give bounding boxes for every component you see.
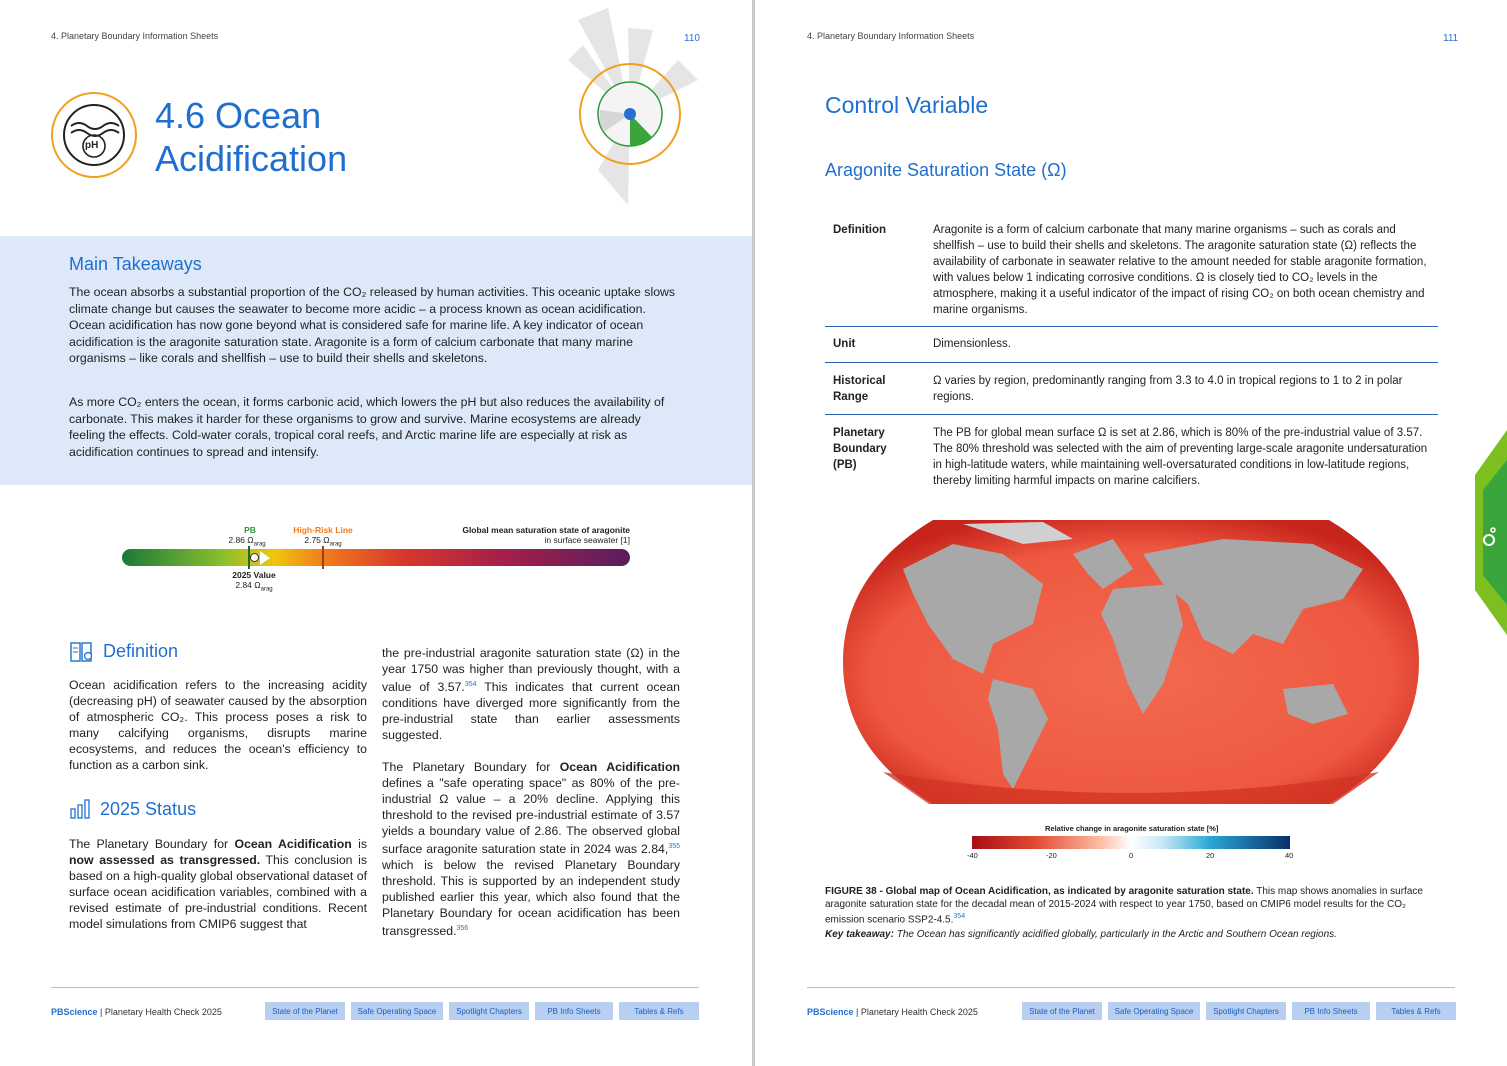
legend-tick: 40: [1285, 851, 1294, 860]
pb-label: PB: [244, 525, 256, 535]
table-row-historical-range: Historical Range Ω varies by region, predominantly ranging from 3.3 to 4.0 in tropical regions to 1 to 2 in polar regions.: [825, 363, 1438, 415]
running-header: 4. Planetary Boundary Information Sheets: [51, 31, 219, 41]
nav-tables-refs[interactable]: Tables & Refs: [619, 1002, 699, 1020]
status-continued-column: the pre-industrial aragonite saturation state (Ω) in the year 1750 was higher than previously thought, with a value of 3.57.$^{354}$ This indicates that current ocean conditions have diverged more significantly from the pre-industrial state than earlier assessments suggested. The Planetary Boundary for Ocean Acidification defines a "safe operating space" as 80% of the pre-industrial Ω value – a 20% decline. Applying this threshold to the revised pre-industrial estimate of 3.57 yields a boundary value of 2.86. The observed global surface aragonite saturation state in 2024 was 2.84,$^{355}$ which is below the revised Planetary Boundary threshold. This is supported by an independent study published earlier this year, which also found that the Planetary Boundary for ocean acidification has been transgressed.$^{356}$: [382, 646, 680, 939]
nav-state-of-planet[interactable]: State of the Planet: [1022, 1002, 1102, 1020]
legend-tick: -40: [967, 851, 978, 860]
control-variable-title: Control Variable: [825, 92, 989, 118]
pb-value: 2.86 $\Omega_{arag}$: [228, 535, 266, 548]
legend-tick: -20: [1046, 851, 1057, 860]
legend-tick: 0: [1129, 851, 1134, 860]
footer-brand: PBScience | Planetary Health Check 2025: [807, 1007, 978, 1017]
nav-tables-refs[interactable]: Tables & Refs: [1376, 1002, 1456, 1020]
takeaways-paragraph-1: The ocean absorbs a substantial proportion of the CO₂ released by human activities. This oceanic uptake slows climate change but causes the seawater to become more acidic – a process known as ocean acidification. Ocean acidification has now gone beyond what is considered safe for marine life. A key indicator of ocean acidification is the aragonite saturation state. Aragonite is a form of calcium carbonate that many marine organisms – like corals and shellfish – use to build their shells and skeletons.: [69, 285, 676, 365]
figure-caption: FIGURE 38 - Global map of Ocean Acidification, as indicated by aragonite saturation state. This map shows anomalies in surface aragonite saturation state for the decadal mean of 2015-2024 with respect to year 1750, based on CMIP6 model results for the CO₂ emission scenario SSP2-4.5.$^{354}$: [825, 886, 1423, 926]
current-value: 2.84 $\Omega_{arag}$: [235, 580, 273, 593]
trend-arrow-icon: [260, 551, 270, 565]
main-takeaways-box: [0, 236, 752, 485]
left-page: [0, 0, 752, 1066]
takeaways-heading: Main Takeaways: [69, 254, 202, 274]
page-number: 111: [1443, 33, 1459, 44]
table-row-unit: Unit Dimensionless.: [825, 327, 1438, 363]
nav-safe-operating-space[interactable]: Safe Operating Space: [1108, 1002, 1200, 1020]
chapter-side-tab[interactable]: [1475, 430, 1507, 635]
saturation-gradient-bar: [122, 549, 630, 566]
boundary-radial-graphic: [548, 0, 718, 210]
nav-spotlight-chapters[interactable]: Spotlight Chapters: [449, 1002, 529, 1020]
footer-brand: PBScience | Planetary Health Check 2025: [51, 1007, 222, 1017]
table-row-definition: Definition Aragonite is a form of calcium carbonate that many marine organisms – such as corals and shellfish – use to build their shells and skeletons. The aragonite saturation state (Ω) reflects the availability of carbonate in seawater relative to the amount needed for stable aragonite formation, with values below 1 indicating corrosive conditions. Ω is closely tied to CO₂ levels in the atmosphere, making it a useful indicator of the impact of rising CO₂ on both ocean chemistry and marine organisms.: [825, 215, 1438, 327]
current-value-marker: [250, 553, 259, 562]
legend-title: Relative change in aragonite saturation state [%]: [1045, 824, 1219, 833]
current-label: 2025 Value: [232, 570, 276, 580]
page-title: 4.6 Ocean Acidification: [155, 95, 348, 179]
control-variable-subtitle: Aragonite Saturation State (Ω): [825, 160, 1067, 180]
definition-heading: Definition: [103, 641, 179, 661]
nav-spotlight-chapters[interactable]: Spotlight Chapters: [1206, 1002, 1286, 1020]
nav-state-of-planet[interactable]: State of the Planet: [265, 1002, 345, 1020]
nav-pb-info-sheets[interactable]: PB Info Sheets: [1292, 1002, 1370, 1020]
high-risk-value: 2.75 $\Omega_{arag}$: [304, 535, 342, 548]
ocean-acidification-icon: pH: [51, 92, 137, 178]
takeaways-paragraph-2: As more CO₂ enters the ocean, it forms carbonic acid, which lowers the pH but also reduces the availability of carbonate. This makes it harder for these organisms to grow and survive. Marine ecosystems are already feeling the effects. Cold-water corals, tropical coral reefs, and Arctic marine life are especially at risk as acidification continues to spread and intensify.: [69, 395, 665, 459]
footer-rule: [807, 987, 1455, 988]
nav-pb-info-sheets[interactable]: PB Info Sheets: [535, 1002, 613, 1020]
status-text: The Planetary Boundary for Ocean Acidification is now assessed as transgressed. This conclusion is based on a high-quality global observational dataset of surface ocean acidification variables, combined with a revised estimate of pre-industrial conditions. Recent model simulations from CMIP6 suggest that: [69, 837, 367, 931]
table-row-planetary-boundary: Planetary Boundary (PB) The PB for global mean surface Ω is set at 2.86, which is 80% of the pre-industrial value of 3.57. The 80% threshold was selected with the aim of preventing large-scale aragonite undersaturation in high-latitude waters, while maintaining well-oversaturated conditions in low-latitude regions, thereby limiting harmful impacts on marine calcifiers.: [833, 427, 1428, 487]
high-risk-label: High-Risk Line: [293, 525, 353, 535]
legend-color-bar: [972, 836, 1290, 849]
scale-description: Global mean saturation state of aragonite in surface seawater [1]: [462, 525, 630, 545]
key-takeaway: Key takeaway: The Ocean has significantly acidified globally, particularly in the Arctic and Southern Ocean regions.: [825, 929, 1337, 940]
high-risk-marker: [322, 546, 324, 569]
page-number: 110: [684, 33, 700, 44]
definition-text: Ocean acidification refers to the increasing acidity (decreasing pH) of seawater caused by the absorption of atmospheric CO₂. This process poses a risk to many calcifying organisms, disrupts marine ecosystems, and reduces the ocean's efficiency to function as a carbon sink.: [69, 678, 367, 772]
right-page: [755, 0, 1507, 1066]
nav-safe-operating-space[interactable]: Safe Operating Space: [351, 1002, 443, 1020]
footer-rule: [51, 987, 699, 988]
global-acidification-map: [843, 514, 1419, 810]
legend-tick: 20: [1206, 851, 1215, 860]
running-header: 4. Planetary Boundary Information Sheets: [807, 31, 975, 41]
status-heading: 2025 Status: [100, 799, 197, 819]
bar-chart-icon: [70, 799, 94, 819]
book-icon: [70, 641, 94, 663]
